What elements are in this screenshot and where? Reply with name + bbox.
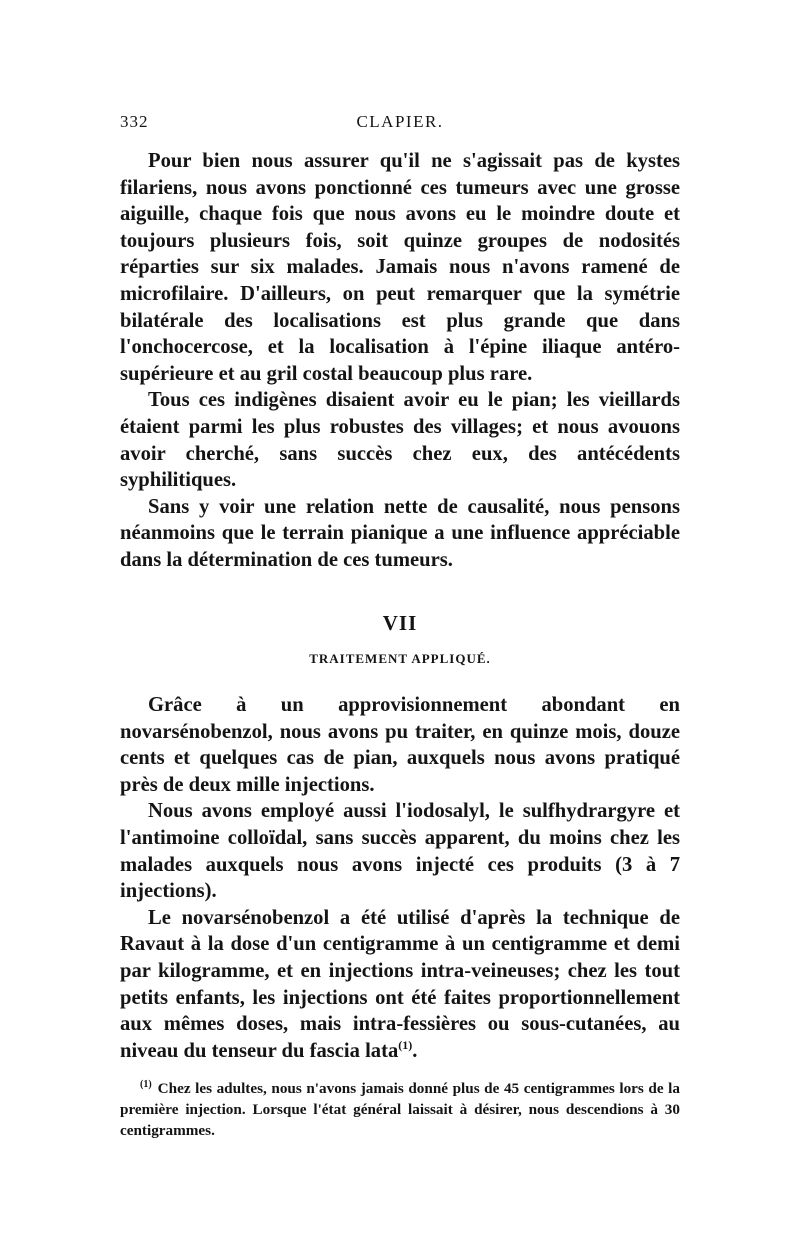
paragraph-pian-history: Tous ces indigènes disaient avoir eu le pian; les vieillards étaient parmi les plus robustes des villages; et nous avouons avoir cherché, sans succès chez eux, des antécédents syphilitiques. [120,389,680,492]
footnote-marker: (1) [140,1079,152,1091]
section-number: VII [382,610,418,635]
page-number: 332 [120,112,149,131]
section-subtitle: TRAITEMENT APPLIQUÉ. [309,650,491,666]
book-page [120,112,680,1141]
footnote-text: Chez les adultes, nous n'avons jamais donné plus de 45 centigrammes lors de la première injection. Lorsque l'état général laissait à désirer, nous descendions à 30 centigrammes. [120,1080,680,1140]
running-head [120,112,680,148]
running-title: CLAPIER. [356,112,444,131]
paragraph-technique [120,905,680,1065]
footnote [120,1078,680,1141]
footnote-reference[interactable]: (1) [398,1037,413,1052]
paragraph-filarial-cysts: Pour bien nous assurer qu'il ne s'agissait pas de kystes filariens, nous avons ponctionné ces tumeurs avec une grosse aiguille, chaque fois que nous avons eu le moindre doute et toujours plusieurs fois, soit quinze groupes de nodosités réparties sur six malades. Jamais nous n'avons ramené de microfilaire. D'ailleurs, on peut remarquer que la symétrie bilatérale des localisations est plus grande que dans l'onchocercose, et la localisation à l'épine iliaque antéro-supérieure et au gril costal beaucoup plus rare. [120,150,680,385]
paragraph-causality: Sans y voir une relation nette de causalité, nous pensons néanmoins que le terrain pianique a une influence appréciable dans la détermination de ces tumeurs. [120,495,680,571]
paragraph-other-drugs: Nous avons employé aussi l'iodosalyl, le sulfhydrargyre et l'antimoine colloïdal, sans succès apparent, du moins chez les malades auxquels nous avons injecté ces produits (3 à 7 injections). [120,800,680,903]
body-text [120,148,680,1064]
paragraph-supply: Grâce à un approvisionnement abondant en novarsénobenzol, nous avons pu traiter, en quinze mois, douze cents et quelques cas de pian, auxquels nous avons pratiqué près de deux mille injections. [120,694,680,796]
technique-text: Le novarsénobenzol a été utilisé d'après la technique de Ravaut à la dose d'un centigramme à un centigramme et demi par kilogramme, et en injections intra-veineuses; chez les tout petits enfants, les injections ont été faites proportionnellement aux mêmes doses, mais intra-fessières ou sous-cutanées, au niveau du tenseur du fascia lata [120,906,680,1062]
technique-ending: . [412,1039,418,1062]
footnote-paragraph [120,1078,680,1141]
